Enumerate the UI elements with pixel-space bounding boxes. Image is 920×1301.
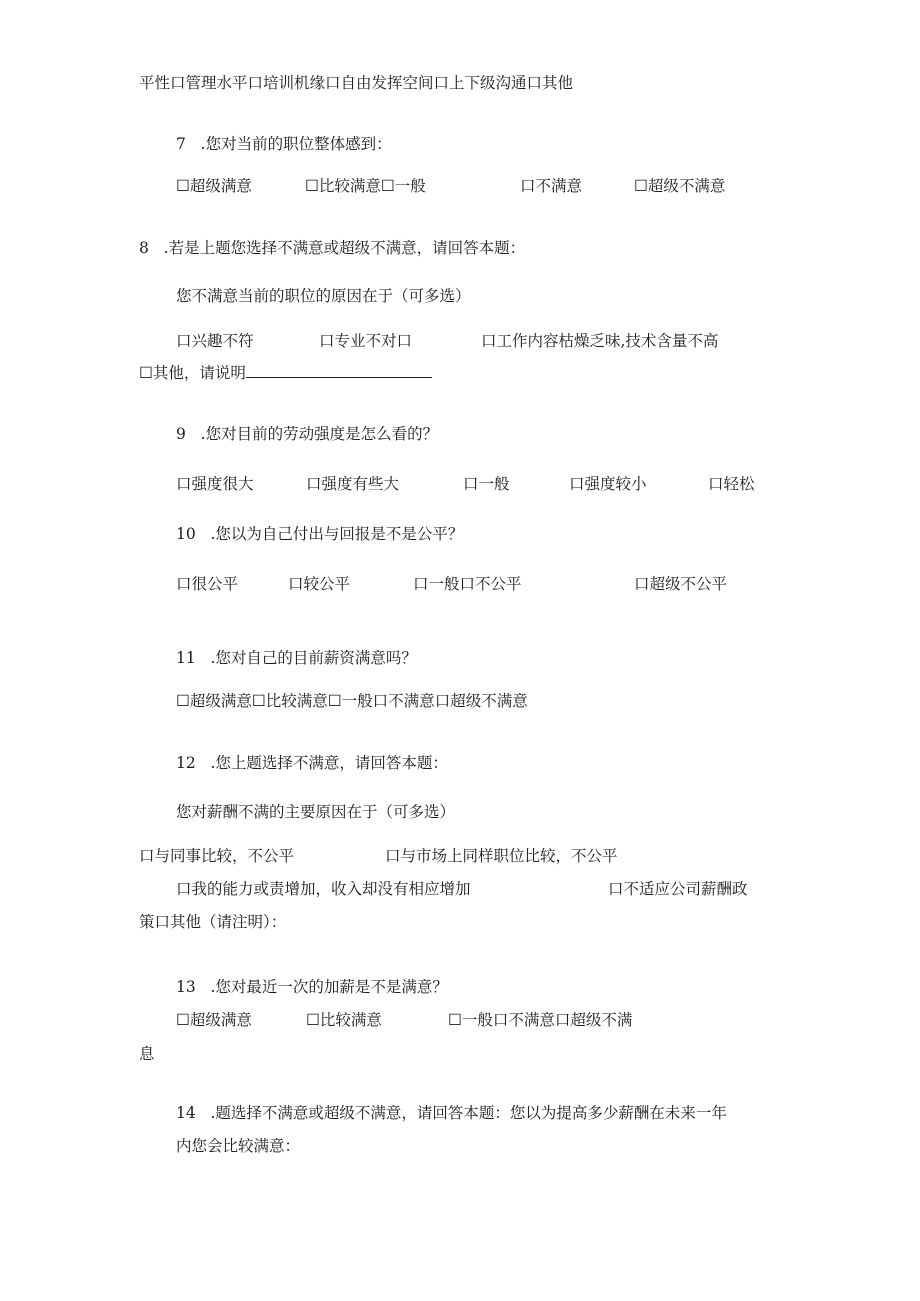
- question-8: 8 .若是上题您选择不满意或超级不满意，请回答本题：: [139, 239, 526, 257]
- option-checkbox[interactable]: ☐一般口不满意口超级不满: [448, 1011, 633, 1029]
- question-14-cont: 内您会比较满意：: [176, 1137, 301, 1155]
- option-other-label: ☐其他，请说明: [139, 364, 246, 382]
- option-checkbox[interactable]: 口强度较小: [569, 475, 647, 493]
- option-checkbox[interactable]: ☐超级满意: [176, 1011, 252, 1029]
- option-checkbox[interactable]: 口一般口不公平: [413, 575, 522, 593]
- option-checkbox-row[interactable]: ☐超级满意☐比较满意☐一般口不满意口超级不满意: [176, 692, 528, 710]
- option-checkbox[interactable]: 口兴趣不符: [176, 332, 254, 350]
- option-checkbox[interactable]: ☐比较满意: [306, 1011, 382, 1029]
- option-checkbox[interactable]: 口很公平: [176, 575, 239, 593]
- option-checkbox[interactable]: 口不适应公司薪酬政: [608, 880, 748, 898]
- option-checkbox[interactable]: ☐超级不满意: [634, 177, 726, 195]
- option-checkbox[interactable]: ☐比较满意☐一般: [305, 177, 426, 195]
- option-checkbox[interactable]: 策口其他（请注明）：: [139, 913, 287, 931]
- question-10: 10 .您以为自己付出与回报是不是公平？: [176, 525, 464, 543]
- option-checkbox[interactable]: 口专业不对口: [319, 332, 413, 350]
- option-checkbox[interactable]: 口与同事比较，不公平: [139, 847, 295, 865]
- option-checkbox[interactable]: 口轻松: [708, 475, 755, 493]
- option-other[interactable]: [139, 363, 432, 383]
- option-checkbox[interactable]: 口强度有些大: [306, 475, 400, 493]
- question-9: 9 .您对目前的劳动强度是怎么看的？: [176, 425, 439, 443]
- other-blank-field[interactable]: [246, 363, 432, 378]
- question-8-sub: 您不满意当前的职位的原因在于（可多选）: [176, 287, 471, 305]
- option-checkbox[interactable]: 口不满意: [520, 177, 583, 195]
- option-checkbox[interactable]: 口工作内容枯燥乏味,技术含量不高: [481, 332, 719, 350]
- question-7: 7 .您对当前的职位整体感到：: [176, 135, 392, 153]
- question-14: 14 .题选择不满意或超级不满意，请回答本题：您以为提高多少薪酬在未来一年: [176, 1104, 727, 1122]
- option-checkbox[interactable]: 口超级不公平: [634, 575, 728, 593]
- question-12-sub: 您对薪酬不满的主要原因在于（可多选）: [176, 803, 456, 821]
- option-checkbox[interactable]: 口强度很大: [176, 475, 254, 493]
- option-checkbox[interactable]: 口我的能力或责增加，收入却没有相应增加: [176, 880, 471, 898]
- option-checkbox[interactable]: 口与市场上同样职位比较，不公平: [385, 847, 618, 865]
- option-checkbox[interactable]: 口较公平: [288, 575, 351, 593]
- question-12: 12 .您上题选择不满意，请回答本题：: [176, 754, 448, 772]
- text-line: 息: [139, 1045, 155, 1063]
- option-checkbox[interactable]: ☐超级满意: [176, 177, 252, 195]
- text-line: 平性口管理水平口培训机缘口自由发挥空间口上下级沟通口其他: [139, 74, 574, 92]
- option-checkbox[interactable]: 口一般: [463, 475, 510, 493]
- question-13: 13 .您对最近一次的加薪是不是满意？: [176, 978, 448, 996]
- question-11: 11 .您对自己的目前薪资满意吗？: [176, 649, 417, 667]
